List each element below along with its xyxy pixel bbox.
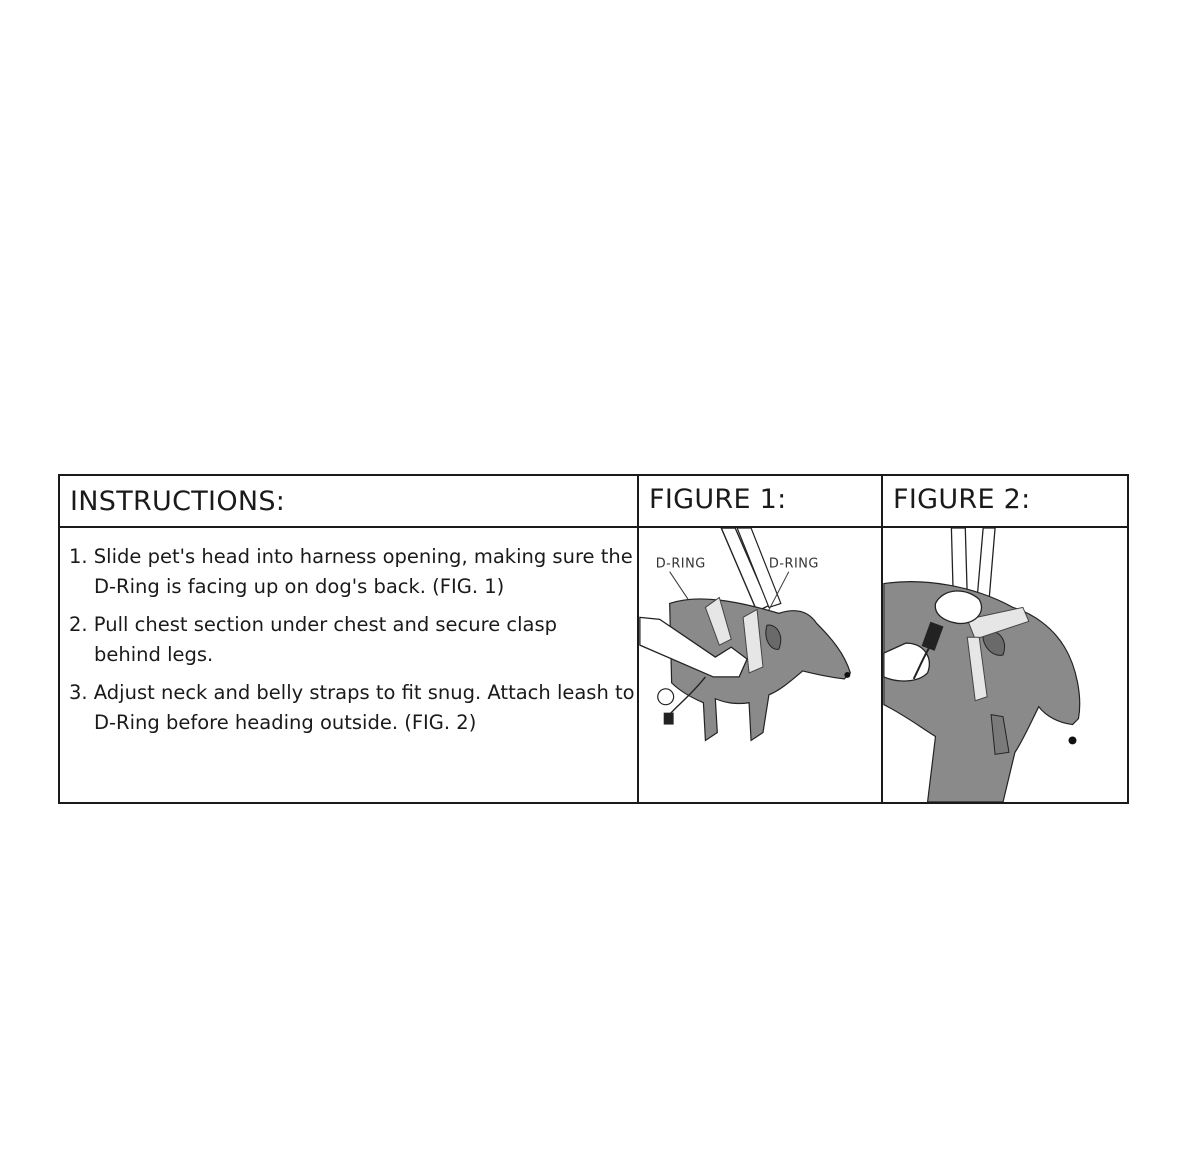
figure-2-drawing — [883, 528, 1127, 802]
figure-2-heading: FIGURE 2: — [893, 484, 1031, 515]
step-3-line-1: 3. Adjust neck and belly straps to fit snug. Attach leash to — [69, 681, 635, 704]
fig1-leash-ring — [658, 689, 674, 705]
fig2-dog-nose — [1069, 736, 1077, 744]
figure-1-column — [639, 476, 883, 802]
fig1-dring-label-right: D-RING — [768, 556, 819, 572]
step-2-line-1: 2. Pull chest section under chest and secure clasp — [69, 613, 558, 636]
instruction-step-2 — [69, 610, 629, 670]
instructions-table — [58, 474, 1129, 804]
fig1-dog-nose — [844, 672, 850, 678]
instruction-step-1 — [69, 542, 633, 602]
figure-1-header — [639, 476, 881, 528]
figure-1-drawing — [639, 528, 881, 802]
step-2-line-2: behind legs. — [94, 643, 214, 666]
step-3-line-2: D-Ring before heading outside. (FIG. 2) — [94, 711, 477, 734]
figure-1-illustration — [639, 528, 881, 802]
step-1-line-2: D-Ring is facing up on dog's back. (FIG. 1) — [94, 575, 505, 598]
figure-2-column — [883, 476, 1127, 802]
fig1-leash-clip — [664, 713, 674, 725]
instructions-header — [60, 476, 637, 528]
instruction-steps — [69, 542, 635, 746]
figure-2-illustration — [883, 528, 1127, 802]
figure-2-header — [883, 476, 1127, 528]
instructions-heading: INSTRUCTIONS: — [70, 486, 286, 517]
instruction-step-3 — [69, 678, 635, 738]
fig2-upper-arm-2 — [977, 528, 995, 599]
step-1-line-1: 1. Slide pet's head into harness opening, making sure the — [69, 545, 633, 568]
fig1-dring-label-left: D-RING — [655, 556, 706, 572]
figure-1-heading: FIGURE 1: — [649, 484, 787, 515]
instructions-column — [60, 476, 639, 802]
